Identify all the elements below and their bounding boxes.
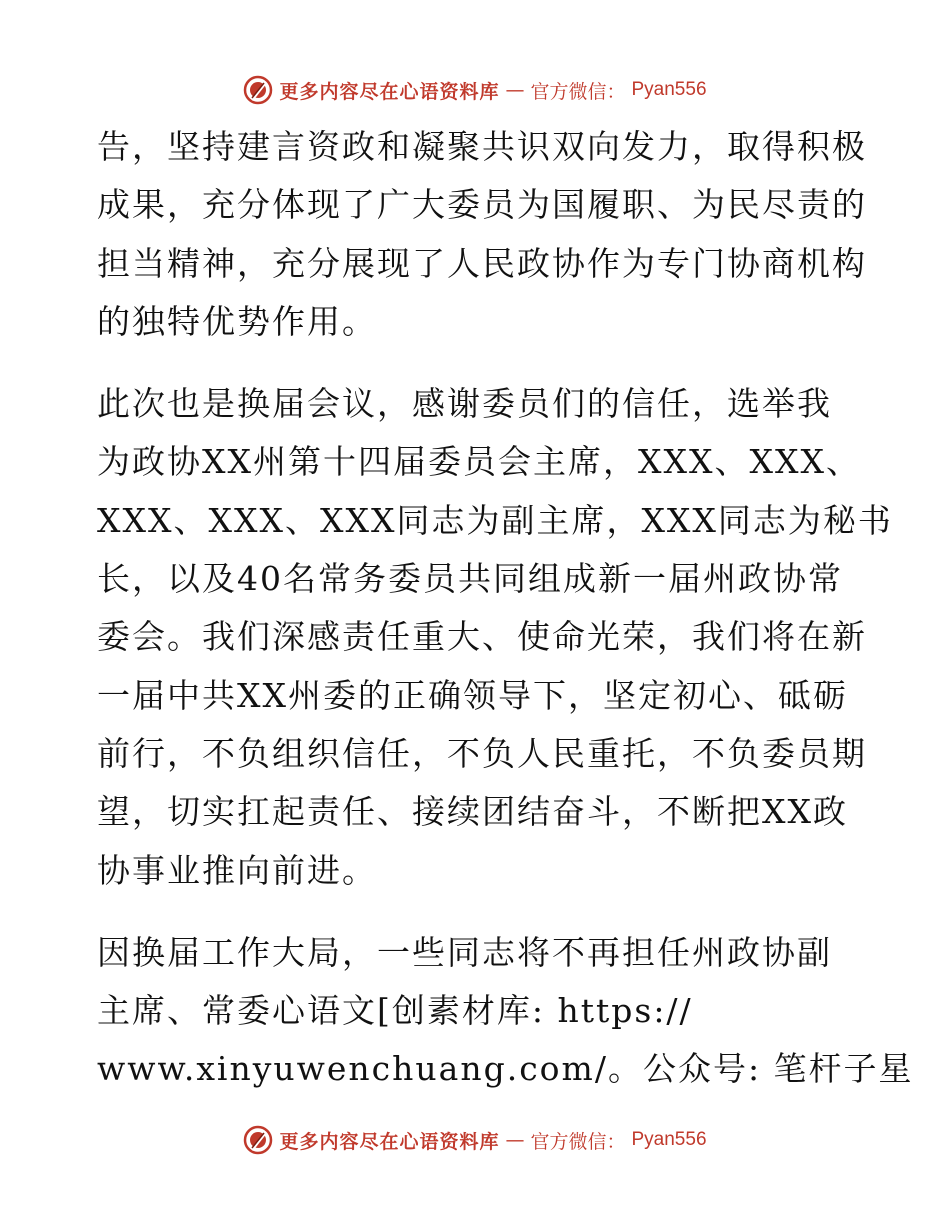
header-wechat-id: Pyan556 xyxy=(631,79,707,100)
paragraph-2 xyxy=(97,375,893,900)
paragraph-line: 委会。我们深感责任重大、使命光荣，我们将在新 xyxy=(97,617,867,657)
paragraph-line: 望，切实扛起责任、接续团结奋斗，不断把XX政 xyxy=(97,792,848,832)
footer-banner-separator: — xyxy=(505,1129,525,1151)
paragraph-line: 协事业推向前进。 xyxy=(97,850,377,890)
footer-banner-title: 更多内容尽在心语资料库 xyxy=(279,1130,500,1153)
footer-wechat-label: 官方微信： xyxy=(530,1130,626,1153)
footer-banner xyxy=(0,1122,950,1158)
paragraph-line: XXX、XXX、XXX同志为副主席，XXX同志为秘书 xyxy=(97,500,893,540)
header-wechat-label: 官方微信： xyxy=(530,80,626,103)
footer-wechat-id: Pyan556 xyxy=(631,1129,707,1150)
paragraph-line: 的独特优势作用。 xyxy=(97,301,377,341)
paragraph-line: 一届中共XX州委的正确领导下，坚定初心、砥砺 xyxy=(97,675,848,715)
paragraph-line: 长，以及40名常务委员共同组成新一届州政协常 xyxy=(97,559,843,599)
paragraph-line: 因换届工作大局，一些同志将不再担任州政协副 xyxy=(97,932,832,972)
paragraph-1 xyxy=(97,118,867,351)
footer-banner-content xyxy=(243,1125,706,1155)
header-banner-title: 更多内容尽在心语资料库 xyxy=(279,80,500,103)
paragraph-line: 告，坚持建言资政和凝聚共识双向发力，取得积极 xyxy=(97,127,867,166)
paragraph-line: 此次也是换届会议，感谢委员们的信任，选举我 xyxy=(97,384,832,424)
header-banner xyxy=(0,72,950,108)
pen-logo-icon xyxy=(243,75,273,105)
paragraph-line: 成果，充分体现了广大委员为国履职、为民尽责的 xyxy=(97,185,867,225)
paragraph-line: 主席、常委心语文[创素材库: https:// xyxy=(97,991,693,1031)
paragraph-line: www.xinyuwenchuang.com/。公众号: 笔杆子星 xyxy=(97,1049,914,1089)
header-banner-content xyxy=(243,75,706,105)
paragraph-line: 担当精神，充分展现了人民政协作为专门协商机构 xyxy=(97,243,867,283)
document-body xyxy=(97,118,914,1099)
pen-logo-icon xyxy=(243,1125,273,1155)
paragraph-line: 为政协XX州第十四届委员会主席，XXX、XXX、 xyxy=(97,442,861,482)
header-banner-separator: — xyxy=(505,79,525,101)
paragraph-line: 前行，不负组织信任，不负人民重托，不负委员期 xyxy=(97,733,867,773)
paragraph-3 xyxy=(97,924,914,1099)
